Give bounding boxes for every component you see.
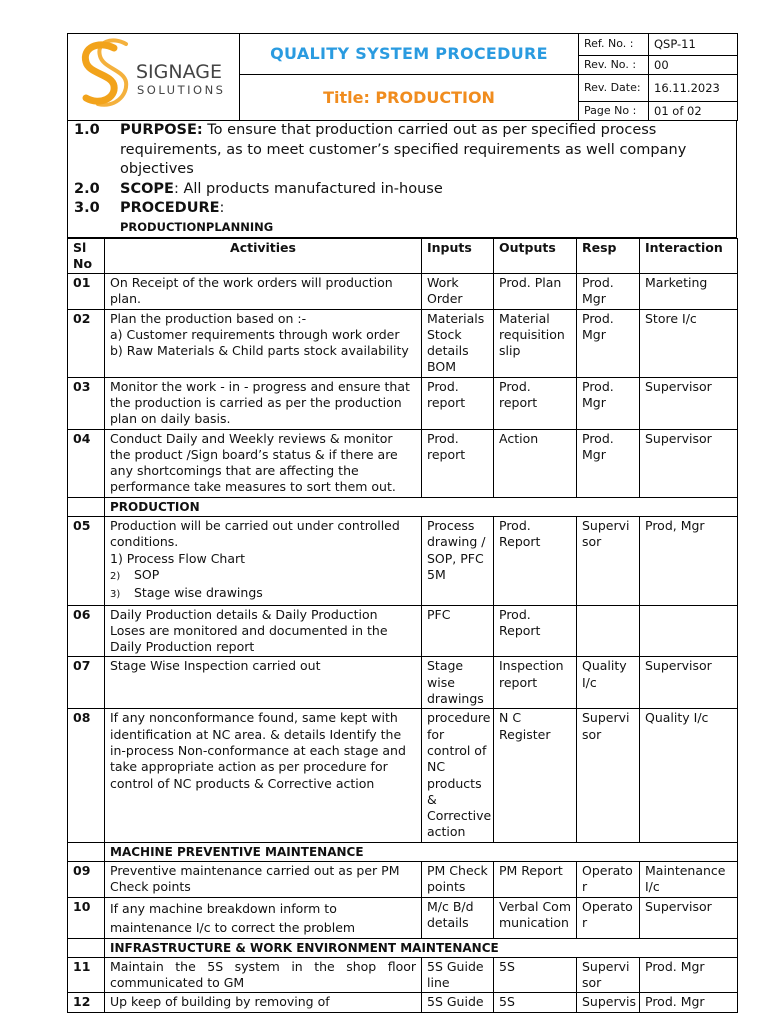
svg-text:SOLUTIONS: SOLUTIONS <box>136 83 225 97</box>
row-inputs: 5S Guide <box>422 993 494 1012</box>
ref-no-value: QSP-11 <box>649 34 738 56</box>
row-outputs: Prod. Report <box>494 605 577 657</box>
col-inputs: Inputs <box>422 238 494 273</box>
activity-line <box>110 585 416 603</box>
rev-no-label: Rev. No. : <box>579 56 649 75</box>
row-sl: 05 <box>68 517 105 605</box>
row-sl: 11 <box>68 957 105 993</box>
table-row <box>68 273 738 309</box>
row-activity: Maintain the 5S system in the shop floor communicated to GM <box>105 957 422 993</box>
row-interaction: Prod. Mgr <box>640 993 738 1012</box>
table-row <box>68 605 738 657</box>
row-outputs: N C Register <box>494 709 577 842</box>
list-marker: 3) <box>110 589 121 601</box>
row-interaction: Prod, Mgr <box>640 517 738 605</box>
row-activity <box>105 517 422 605</box>
row-resp: Supervisor <box>577 517 640 605</box>
row-inputs: Materials Stock details BOM <box>422 309 494 377</box>
list-marker: 2) <box>110 570 121 582</box>
activity-line: Production will be carried out under controlled conditions. <box>110 518 400 550</box>
row-sl: 07 <box>68 657 105 709</box>
row-resp: Quality I/c <box>577 657 640 709</box>
section-row <box>68 842 738 861</box>
purpose-label: PURPOSE: <box>120 122 203 139</box>
row-inputs: PM Check points <box>422 862 494 898</box>
table-row <box>68 309 738 377</box>
scope-label: SCOPE <box>120 180 174 197</box>
activity-line <box>110 567 416 585</box>
list-text: Stage wise drawings <box>134 585 263 601</box>
row-interaction: Supervisor <box>640 377 738 429</box>
row-outputs: 5S <box>494 993 577 1012</box>
col-resp: Resp <box>577 238 640 273</box>
row-resp: Prod. Mgr <box>577 273 640 309</box>
row-inputs: Prod. report <box>422 377 494 429</box>
procedure-row <box>74 199 736 219</box>
table-row <box>68 862 738 898</box>
svg-text:SIGNAGE: SIGNAGE <box>135 61 222 83</box>
procedure-number: 3.0 <box>74 200 100 217</box>
row-inputs: procedure for control of NC products & Corrective action <box>422 709 494 842</box>
table-row <box>68 517 738 605</box>
row-sl: 08 <box>68 709 105 842</box>
row-sl: 02 <box>68 309 105 377</box>
row-interaction: Maintenance I/c <box>640 862 738 898</box>
row-activity: Preventive maintenance carried out as per PM Check points <box>105 862 422 898</box>
row-interaction: Marketing <box>640 273 738 309</box>
row-inputs: Work Order <box>422 273 494 309</box>
row-activity: If any nonconformance found, same kept with identification at NC area. & details Identify the in-process Non-conformance at each stage and take appropriate action as per procedure for control of NC products & Corrective action <box>105 709 422 842</box>
purpose-row <box>74 121 736 180</box>
doc-title: Title: PRODUCTION <box>240 75 579 121</box>
row-sl: 10 <box>68 897 105 938</box>
scope-text: : All products manufactured in-house <box>173 180 443 197</box>
document-page <box>67 33 737 1013</box>
row-resp: Operator <box>577 862 640 898</box>
row-resp: Prod. Mgr <box>577 377 640 429</box>
col-activities: Activities <box>105 238 422 273</box>
row-outputs: Prod. Plan <box>494 273 577 309</box>
row-outputs: PM Report <box>494 862 577 898</box>
table-row <box>68 897 738 938</box>
procedure-table <box>67 238 738 1013</box>
row-resp: Supervisor <box>577 957 640 993</box>
row-activity: Stage Wise Inspection carried out <box>105 657 422 709</box>
header-table <box>67 33 738 121</box>
logo-cell <box>68 34 240 121</box>
activity-line: a) Customer requirements through work order <box>110 326 400 342</box>
row-activity: Up keep of building by removing of <box>105 993 422 1012</box>
activity-line: 1) Process Flow Chart <box>110 550 246 566</box>
row-resp: Prod. Mgr <box>577 429 640 497</box>
purpose-text: To ensure that production carried out as per specified process requirements, as to meet customer’s specified requirements as well company objectives <box>120 122 687 178</box>
table-row <box>68 957 738 993</box>
table-row <box>68 429 738 497</box>
section-production-heading: PRODUCTION <box>105 497 738 516</box>
page-no-label: Page No : <box>579 102 649 121</box>
row-activity: If any machine breakdown inform to maintenance I/c to correct the problem <box>105 897 422 938</box>
rev-date-value: 16.11.2023 <box>649 75 738 102</box>
purpose-number: 1.0 <box>74 122 100 139</box>
row-sl: 09 <box>68 862 105 898</box>
row-outputs: Material requisition slip <box>494 309 577 377</box>
row-outputs: Verbal Communication <box>494 897 577 938</box>
row-outputs: 5S <box>494 957 577 993</box>
row-sl: 01 <box>68 273 105 309</box>
row-activity: Daily Production details & Daily Production Loses are monitored and documented in the Daily Production report <box>105 605 422 657</box>
row-resp: Supervisor <box>577 709 640 842</box>
section-infra-heading: INFRASTRUCTURE & WORK ENVIRONMENT MAINTENANCE <box>105 938 738 957</box>
row-inputs: 5S Guide line <box>422 957 494 993</box>
row-resp: Prod. Mgr <box>577 309 640 377</box>
row-inputs: Prod. report <box>422 429 494 497</box>
row-interaction: Store I/c <box>640 309 738 377</box>
doc-system-title: QUALITY SYSTEM PROCEDURE <box>240 34 579 75</box>
intro-section <box>67 121 737 238</box>
row-interaction: Quality I/c <box>640 709 738 842</box>
row-sl: 06 <box>68 605 105 657</box>
row-interaction: Prod. Mgr <box>640 957 738 993</box>
list-text: SOP <box>134 566 160 582</box>
row-sl: 04 <box>68 429 105 497</box>
row-outputs: Action <box>494 429 577 497</box>
table-header-row <box>68 238 738 273</box>
row-interaction <box>640 605 738 657</box>
table-row <box>68 657 738 709</box>
row-sl: 12 <box>68 993 105 1012</box>
row-inputs: M/c B/d details <box>422 897 494 938</box>
col-interaction: Interaction <box>640 238 738 273</box>
procedure-label: PROCEDURE <box>120 200 220 217</box>
row-resp: Operator <box>577 897 640 938</box>
ref-no-label: Ref. No. : <box>579 34 649 56</box>
col-outputs: Outputs <box>494 238 577 273</box>
rev-no-value: 00 <box>649 56 738 75</box>
row-activity <box>105 309 422 377</box>
procedure-colon: : <box>219 200 225 217</box>
scope-row <box>74 180 736 200</box>
row-inputs: Process drawing / SOP, PFC 5M <box>422 517 494 605</box>
section-pm-heading: MACHINE PREVENTIVE MAINTENANCE <box>105 842 738 861</box>
section-row <box>68 938 738 957</box>
row-outputs: Inspection report <box>494 657 577 709</box>
row-interaction: Supervisor <box>640 897 738 938</box>
row-outputs: Prod. report <box>494 377 577 429</box>
table-row <box>68 709 738 842</box>
row-interaction: Supervisor <box>640 657 738 709</box>
row-activity: Monitor the work - in - progress and ensure that the production is carried as per the production plan on daily basis. <box>105 377 422 429</box>
scope-number: 2.0 <box>74 180 100 197</box>
row-resp <box>577 605 640 657</box>
table-row <box>68 377 738 429</box>
production-planning-heading: PRODUCTIONPLANNING <box>120 219 274 234</box>
row-outputs: Prod. Report <box>494 517 577 605</box>
rev-date-label: Rev. Date: <box>579 75 649 102</box>
row-inputs: PFC <box>422 605 494 657</box>
row-sl: 03 <box>68 377 105 429</box>
row-resp: Supervis <box>577 993 640 1012</box>
row-interaction: Supervisor <box>640 429 738 497</box>
row-activity: On Receipt of the work orders will production plan. <box>105 273 422 309</box>
row-inputs: Stage wise drawings <box>422 657 494 709</box>
activity-line: Plan the production based on :- <box>110 310 307 326</box>
section-row <box>68 497 738 516</box>
row-activity: Conduct Daily and Weekly reviews & monitor the product /Sign board’s status & if there are any shortcomings that are affecting the performance take measures to sort them out. <box>105 429 422 497</box>
col-sl-no: Sl No <box>68 238 105 273</box>
activity-line: b) Raw Materials & Child parts stock availability <box>110 343 409 359</box>
table-row <box>68 993 738 1012</box>
signage-logo-icon <box>74 34 234 116</box>
page-no-value: 01 of 02 <box>649 102 738 121</box>
